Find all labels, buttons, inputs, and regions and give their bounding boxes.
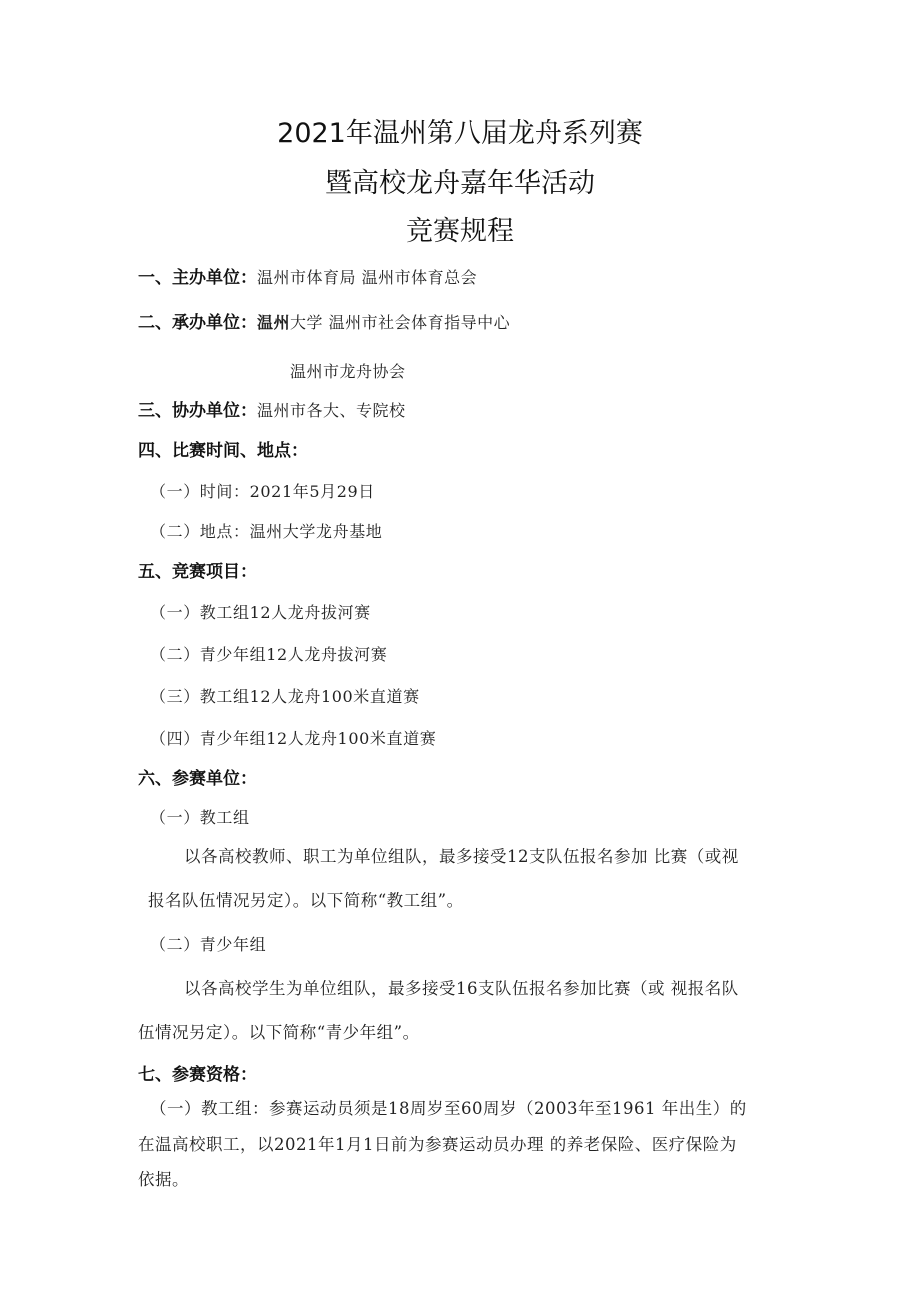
- section-organizer-heading: 二、承办单位：: [138, 313, 257, 333]
- section-host-value: 温州市体育局 温州市体育总会: [257, 268, 478, 287]
- subsection-youth: （二）青少年组: [150, 935, 267, 954]
- section-eligibility-heading: 七、参赛资格：: [138, 1065, 257, 1085]
- list-item-event-3: （三）教工组12人龙舟100米直道赛: [150, 687, 420, 706]
- paragraph-eligibility-line2: 在温高校职工，以2021年1月1日前为参赛运动员办理 的养老保险、医疗保险为: [138, 1135, 737, 1154]
- section-co-organizer-heading: 三、协办单位：: [138, 401, 257, 421]
- list-item-place: （二）地点：温州大学龙舟基地: [150, 522, 383, 541]
- section-events-heading: 五、竞赛项目：: [138, 562, 257, 582]
- list-item-event-4: （四）青少年组12人龙舟100米直道赛: [150, 729, 437, 748]
- paragraph-youth-line2: 伍情况另定）。以下简称“青少年组”。: [138, 1023, 420, 1042]
- section-organizer-value-line2: 温州市龙舟协会: [290, 362, 406, 381]
- paragraph-eligibility-line3: 依据。: [138, 1170, 189, 1189]
- title-line-1: 2021年温州第八届龙舟系列赛: [277, 118, 643, 149]
- list-item-time: （一）时间：2021年5月29日: [150, 482, 375, 501]
- section-co-organizer: [138, 403, 406, 420]
- paragraph-youth-line1: 以各高校学生为单位组队，最多接受16支队伍报名参加比赛（或 视报名队: [184, 979, 739, 998]
- list-item-event-2: （二）青少年组12人龙舟拔河赛: [150, 645, 388, 664]
- section-host: [138, 270, 477, 287]
- paragraph-staff-line1: 以各高校教师、职工为单位组队，最多接受12支队伍报名参加 比赛（或视: [184, 847, 739, 866]
- section-organizer-value: 大学 温州市社会体育指导中心: [290, 313, 511, 332]
- section-participants-heading: 六、参赛单位：: [138, 769, 257, 789]
- paragraph-eligibility-line1: （一）教工组：参赛运动员须是18周岁至60周岁（2003年至1961 年出生）的: [150, 1099, 747, 1118]
- section-organizer: [138, 315, 510, 332]
- title-line-2: 暨高校龙舟嘉年华活动: [325, 168, 595, 199]
- subsection-staff: （一）教工组: [150, 808, 250, 827]
- paragraph-staff-line2: 报名队伍情况另定）。以下简称“教工组”。: [148, 891, 464, 910]
- section-organizer-value-lead: 温州: [257, 313, 291, 332]
- section-time-place-heading: 四、比赛时间、地点：: [138, 441, 308, 461]
- section-co-organizer-value: 温州市各大、专院校: [257, 401, 406, 420]
- section-host-heading: 一、主办单位：: [138, 268, 257, 288]
- title-line-3: 竞赛规程: [406, 216, 514, 247]
- list-item-event-1: （一）教工组12人龙舟拔河赛: [150, 603, 371, 622]
